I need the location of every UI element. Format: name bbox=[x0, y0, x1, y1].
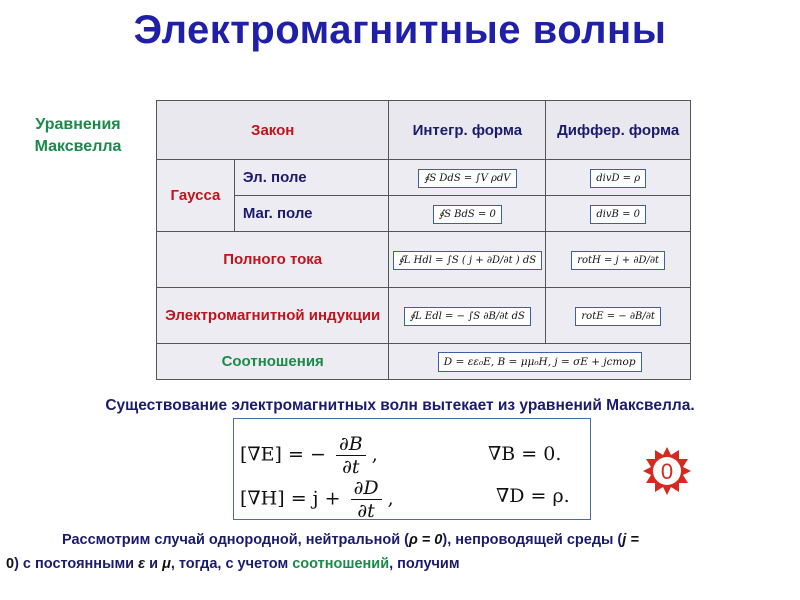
equation-div-b: ∇B = 0. bbox=[488, 443, 562, 465]
starburst-icon bbox=[642, 446, 692, 496]
eq2-comma: , bbox=[387, 487, 394, 510]
table-row bbox=[157, 160, 691, 196]
paragraph-line-1 bbox=[62, 528, 639, 552]
wave-equations-box bbox=[233, 418, 591, 520]
zero-value: 0 bbox=[6, 556, 15, 572]
row-ampere: Полного тока bbox=[157, 232, 389, 288]
formula-faraday-diff: rotE = − ∂B/∂t bbox=[575, 307, 661, 326]
cell-ampere-diff bbox=[546, 232, 691, 288]
formula-gauss-mag-int: ∮S BdS = 0 bbox=[433, 205, 502, 224]
text-span: и bbox=[145, 556, 163, 572]
eq1-numerator: ∂B bbox=[336, 433, 366, 456]
cell-gauss-el-diff bbox=[546, 160, 691, 196]
text-span: Рассмотрим случай однородной, нейтральной ( bbox=[62, 532, 409, 548]
rho-zero: ρ = 0 bbox=[408, 532, 443, 548]
equation-curl-h bbox=[240, 477, 394, 522]
eq2-denominator: ∂t bbox=[357, 500, 375, 522]
cell-ampere-int bbox=[389, 232, 546, 288]
formula-ampere-diff: rotH = j + ∂D/∂t bbox=[571, 251, 665, 270]
j-equals: j = bbox=[622, 532, 639, 548]
equation-curl-e bbox=[240, 433, 378, 478]
relations-link-text: соотношений bbox=[292, 556, 390, 572]
formula-gauss-mag-diff: divB = 0 bbox=[590, 205, 646, 224]
eq1-denominator: ∂t bbox=[342, 456, 360, 478]
eq2-left: [∇H] = j + bbox=[240, 487, 341, 510]
cell-relations bbox=[389, 344, 691, 380]
eq1-fraction bbox=[336, 433, 366, 478]
header-differential: Диффер. форма bbox=[546, 101, 691, 160]
table-header-row bbox=[157, 101, 691, 160]
eq1-comma: , bbox=[371, 443, 378, 466]
text-span: , тогда, с учетом bbox=[170, 556, 293, 572]
cell-faraday-int bbox=[389, 288, 546, 344]
header-integral: Интегр. форма bbox=[389, 101, 546, 160]
maxwell-equations-table bbox=[156, 100, 691, 380]
epsilon-symbol: ε bbox=[138, 556, 146, 572]
maxwell-equations-label: Уравнения Максвелла bbox=[34, 116, 122, 155]
row-gauss: Гаусса bbox=[157, 160, 235, 232]
cell-gauss-el-int bbox=[389, 160, 546, 196]
formula-relations: D = εε₀E, B = μμ₀H, j = σE + jстор bbox=[438, 352, 642, 372]
formula-ampere-int: ∮L Hdl = ∫S ( j + ∂D/∂t ) dS bbox=[393, 251, 543, 270]
caption: Существование электромагнитных волн вытекает из уравнений Максвелла. bbox=[105, 397, 695, 414]
row-faraday: Электромагнитной индукции bbox=[157, 288, 389, 344]
table-row bbox=[157, 288, 691, 344]
eq1-left: [∇E] = − bbox=[240, 443, 326, 466]
text-span: ), непроводящей среды ( bbox=[442, 532, 623, 548]
table-row bbox=[157, 196, 691, 232]
row-gauss-el: Эл. поле bbox=[234, 160, 389, 196]
cell-gauss-mag-int bbox=[389, 196, 546, 232]
eq2-numerator: ∂D bbox=[351, 477, 382, 500]
equation-div-d: ∇D = ρ. bbox=[496, 485, 570, 507]
text-span: , получим bbox=[389, 556, 460, 572]
cell-faraday-diff bbox=[546, 288, 691, 344]
table-row bbox=[157, 232, 691, 288]
formula-gauss-el-int: ∮S DdS = ∫V ρdV bbox=[418, 169, 516, 188]
cell-gauss-mag-diff bbox=[546, 196, 691, 232]
formula-faraday-int: ∮L Edl = − ∫S ∂B/∂t dS bbox=[404, 307, 531, 326]
red-starburst-badge-icon bbox=[642, 446, 692, 496]
badge-text: 0 bbox=[660, 459, 674, 484]
row-relations: Соотношения bbox=[157, 344, 389, 380]
table-row bbox=[157, 344, 691, 380]
paragraph-line-2 bbox=[6, 552, 460, 576]
page-title: Электромагнитные волны bbox=[133, 8, 667, 52]
mu-symbol: μ bbox=[162, 556, 171, 572]
text-span: ) с постоянными bbox=[14, 556, 139, 572]
row-gauss-mag: Маг. поле bbox=[234, 196, 389, 232]
formula-gauss-el-diff: divD = ρ bbox=[590, 169, 646, 188]
header-law: Закон bbox=[157, 101, 389, 160]
eq2-fraction bbox=[351, 477, 382, 522]
